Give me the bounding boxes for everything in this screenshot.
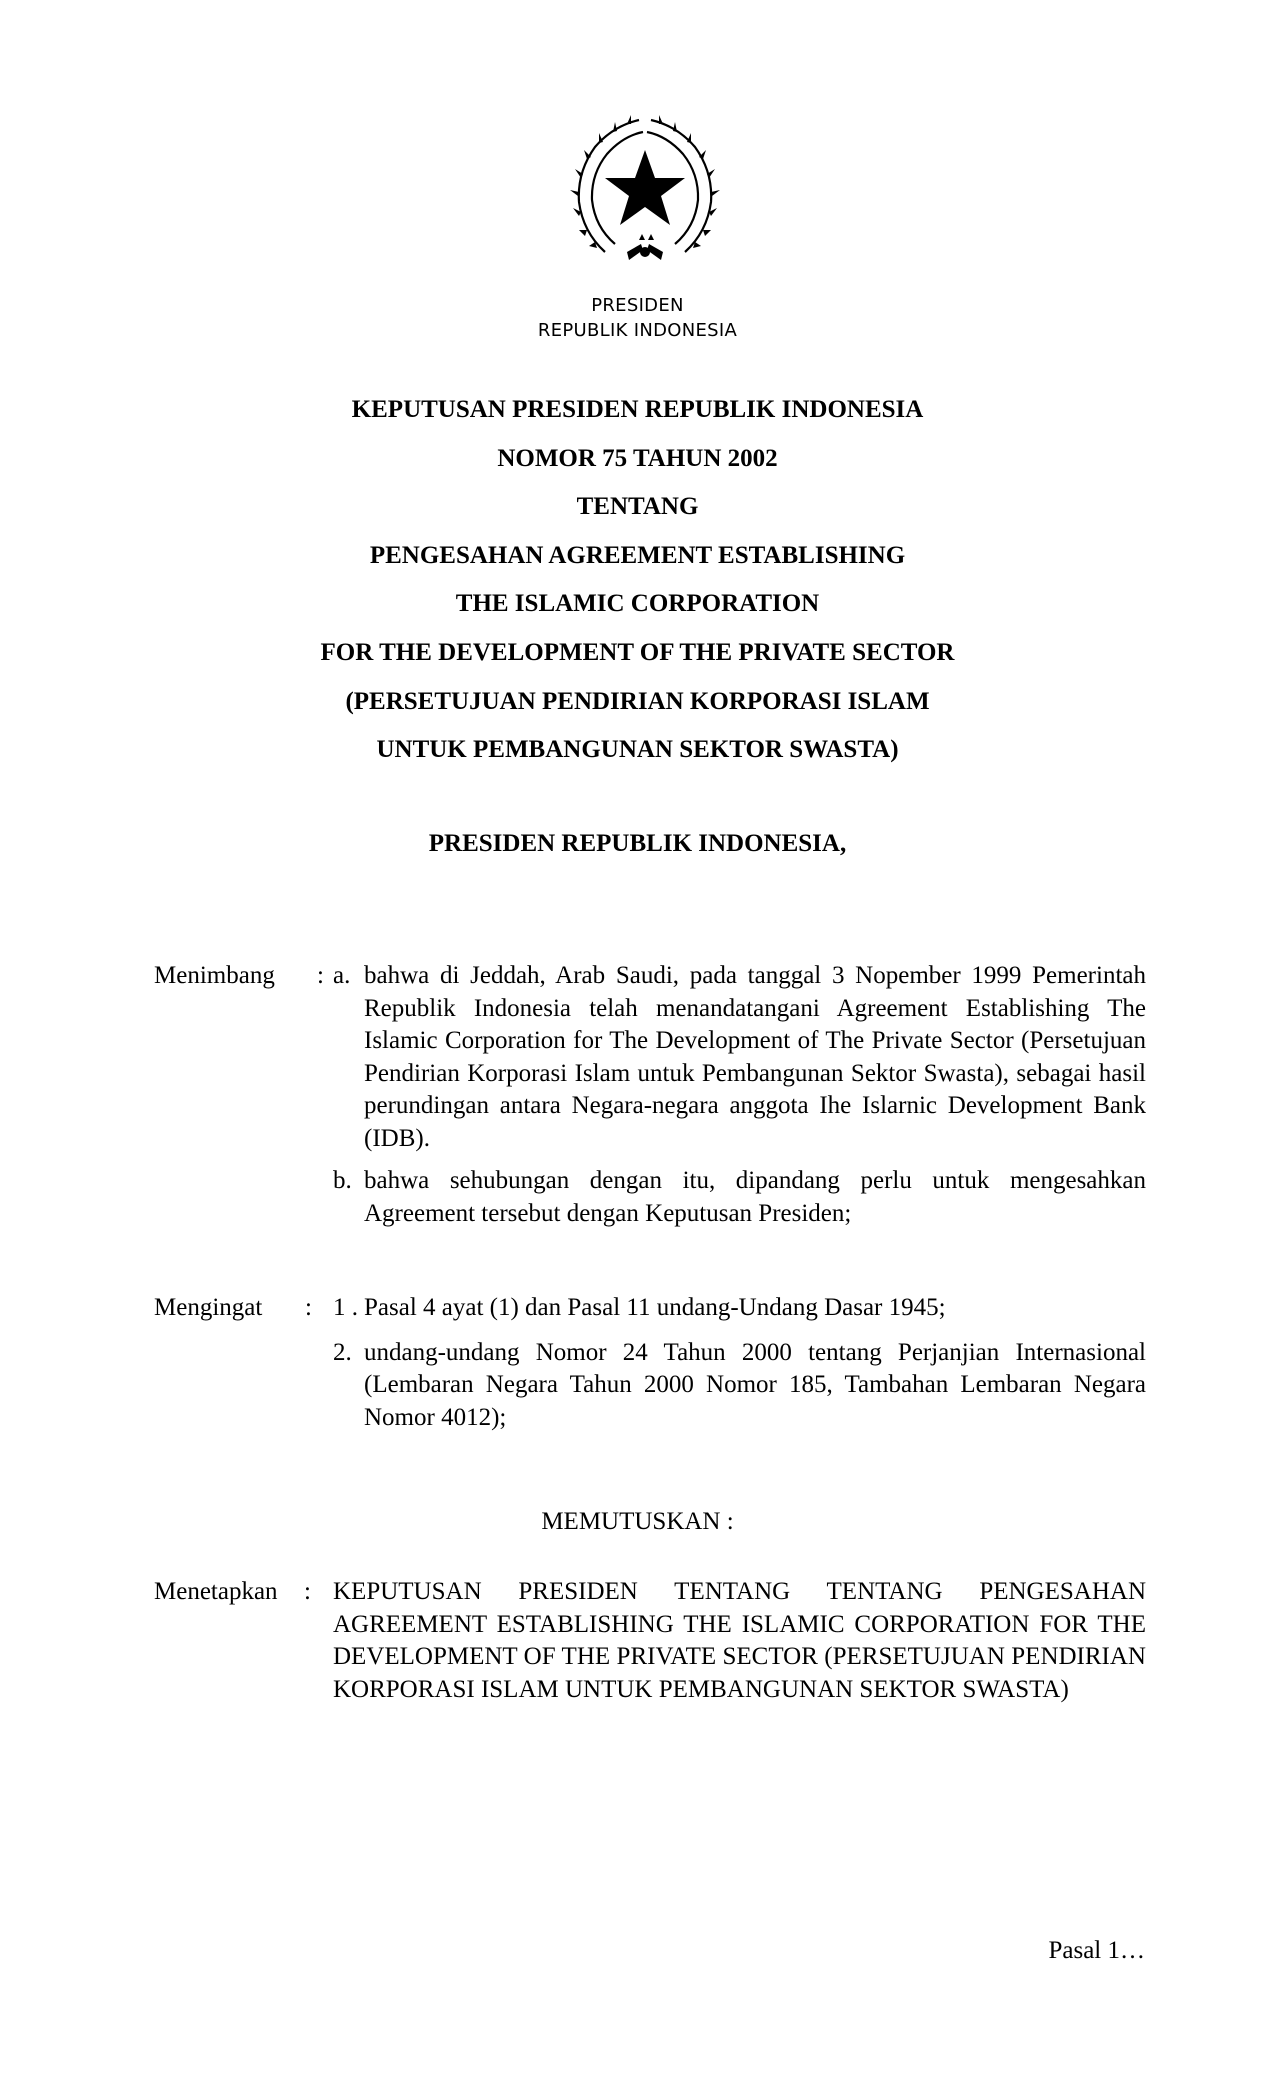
item-marker: a.	[333, 962, 351, 989]
list-item	[333, 1165, 1146, 1230]
letterhead-line-2: REPUBLIK INDONESIA	[537, 320, 738, 341]
opening-heading: PRESIDEN REPUBLIK INDONESIA,	[428, 830, 847, 857]
title-line: THE ISLAMIC CORPORATION	[455, 590, 820, 618]
section-content	[333, 1292, 1146, 1434]
document-title	[0, 385, 1275, 774]
section-label: Menetapkan	[154, 1578, 278, 1605]
item-text: undang-undang Nomor 24 Tahun 2000 tentang Perjanjian Internasional (Lembaran Negara Tahun 2000 Nomor 185, Tambahan Lembaran Negara Nomor 4012);	[364, 1338, 1146, 1431]
item-text: bahwa sehubungan dengan itu, dipandang perlu untuk mengesahkan Agreement tersebut dengan Keputusan Presiden;	[364, 1167, 1146, 1227]
garuda-star-wreath-emblem-icon	[565, 112, 725, 276]
memutuskan-heading: MEMUTUSKAN :	[541, 1508, 734, 1535]
title-line: UNTUK PEMBANGUNAN SEKTOR SWASTA)	[376, 736, 899, 764]
section-colon: :	[305, 1294, 312, 1321]
page-continuation: Pasal 1…	[1048, 1937, 1145, 1964]
title-line: PENGESAHAN AGREEMENT ESTABLISHING	[369, 541, 906, 569]
title-line: KEPUTUSAN PRESIDEN REPUBLIK INDONESIA	[351, 396, 924, 423]
list-item	[333, 960, 1146, 1155]
list-item	[333, 1292, 1146, 1325]
title-line: (PERSETUJUAN PENDIRIAN KORPORASI ISLAM	[345, 687, 930, 715]
item-marker: 1 .	[333, 1294, 358, 1321]
item-text: Pasal 4 ayat (1) dan Pasal 11 undang-Undang Dasar 1945;	[364, 1294, 946, 1321]
section-content	[333, 1576, 1146, 1706]
section-colon: :	[317, 962, 324, 989]
section-label: Menimbang	[154, 962, 275, 989]
section-colon: :	[304, 1578, 311, 1605]
title-line: FOR THE DEVELOPMENT OF THE PRIVATE SECTOR	[320, 638, 955, 666]
item-marker: 2.	[333, 1338, 352, 1366]
section-content	[333, 960, 1146, 1230]
section-label: Mengingat	[154, 1294, 263, 1321]
item-marker: b.	[333, 1167, 352, 1194]
item-text: bahwa di Jeddah, Arab Saudi, pada tanggal 3 Nopember 1999 Pemerintah Republik Indonesia telah menandatangani Agreement Establishing The Islamic Corporation for The Development of The Private Sector (Persetujuan Pendirian Korporasi Islam untuk Pembangunan Sektor Swasta), sebagai hasil perundingan antara Negara-negara anggota Ihe Islarnic Development Bank (IDB).	[364, 962, 1146, 1152]
title-line: NOMOR 75 TAHUN 2002	[497, 444, 778, 472]
letterhead-line-1: PRESIDEN	[591, 295, 684, 316]
list-item	[333, 1337, 1146, 1435]
title-line: TENTANG	[576, 493, 699, 521]
menetapkan-text: KEPUTUSAN PRESIDEN TENTANG TENTANG PENGESAHAN AGREEMENT ESTABLISHING THE ISLAMIC CORPORATION FOR THE DEVELOPMENT OF THE PRIVATE SECTOR (PERSETUJUAN PENDIRIAN KORPORASI ISLAM UNTUK PEMBANGUNAN SEKTOR SWASTA)	[333, 1578, 1146, 1703]
